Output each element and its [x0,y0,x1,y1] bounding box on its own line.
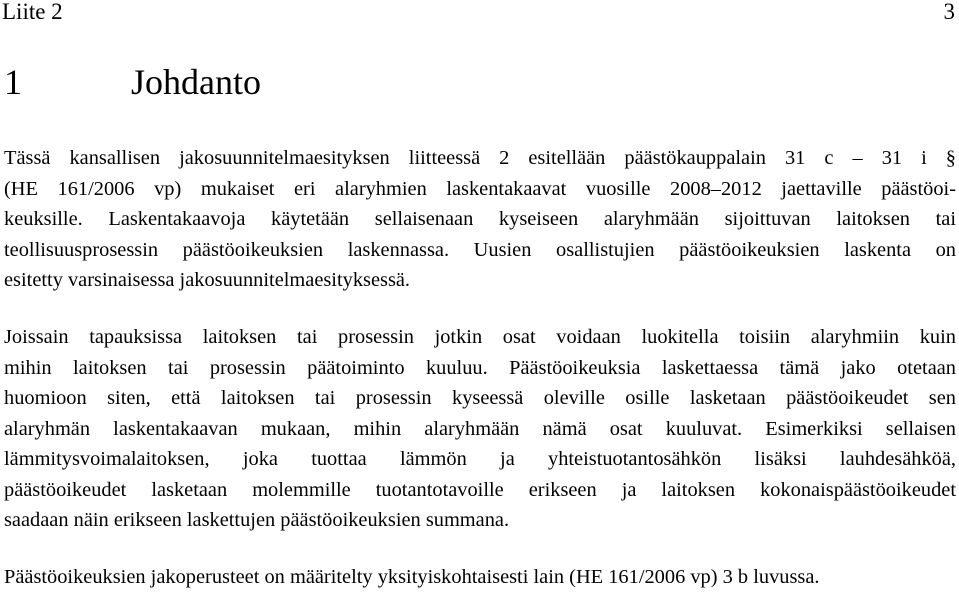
paragraph-intro [4,143,956,296]
page-number: 3 [943,0,955,24]
text-line: Joissain tapauksissa laitoksen tai prosessin jotkin osat voidaan luokitella toisiin alaryhmiin kuin [4,326,956,348]
text-line: päästöoikeudet lasketaan molemmille tuotantotavoille erikseen ja laitoksen kokonaispäästöoikeudet [4,478,956,501]
text-line: teollisuusprosessin päästöoikeuksien laskennassa. Uusien osallistujien päästöoikeuksien laskenta on [4,238,956,261]
appendix-label: Liite 2 [2,0,63,24]
text-line: saadaan näin erikseen laskettujen päästöoikeuksien summana. [4,509,510,531]
text-line: (HE 161/2006 vp) mukaiset eri alaryhmien laskentakaavat vuosille 2008–2012 jaettaville päästöoi- [4,177,956,200]
section-number: 1 [4,62,22,102]
section-heading [4,60,261,104]
paragraph-subgroups [4,322,956,536]
paragraph-legal-basis [4,562,956,593]
text-line: huomioon siten, että laitoksen tai prosessin kyseessä oleville osille lasketaan päästöoikeudet sen [4,387,956,409]
section-title: Johdanto [131,62,261,102]
text-line: alaryhmän laskentakaavan mukaan, mihin alaryhmään nämä osat kuuluvat. Esimerkiksi sellaisen [4,417,956,440]
page-header [2,0,955,28]
text-line: mihin laitoksen tai prosessin päätoiminto kuuluu. Päästöoikeuksia laskettaessa tämä jako otetaan [4,356,956,379]
text-line: lämmitysvoimalaitoksen, joka tuottaa lämmön ja yhteistuotantosähkön lisäksi lauhdesähköä, [4,448,956,470]
text-line: keuksille. Laskentakaavoja käytetään sellaisenaan kyseiseen alaryhmään sijoittuvan laitoksen tai [4,208,956,230]
text-line: Päästöoikeuksien jakoperusteet on määritelty yksityiskohtaisesti lain (HE 161/2006 vp) 3 b luvussa. [4,566,820,588]
text-line: Tässä kansallisen jakosuunnitelmaesityksen liitteessä 2 esitellään päästökauppalain 31 c – 31 i § [4,147,956,169]
text-line: esitetty varsinaisessa jakosuunnitelmaesityksessä. [4,269,411,291]
